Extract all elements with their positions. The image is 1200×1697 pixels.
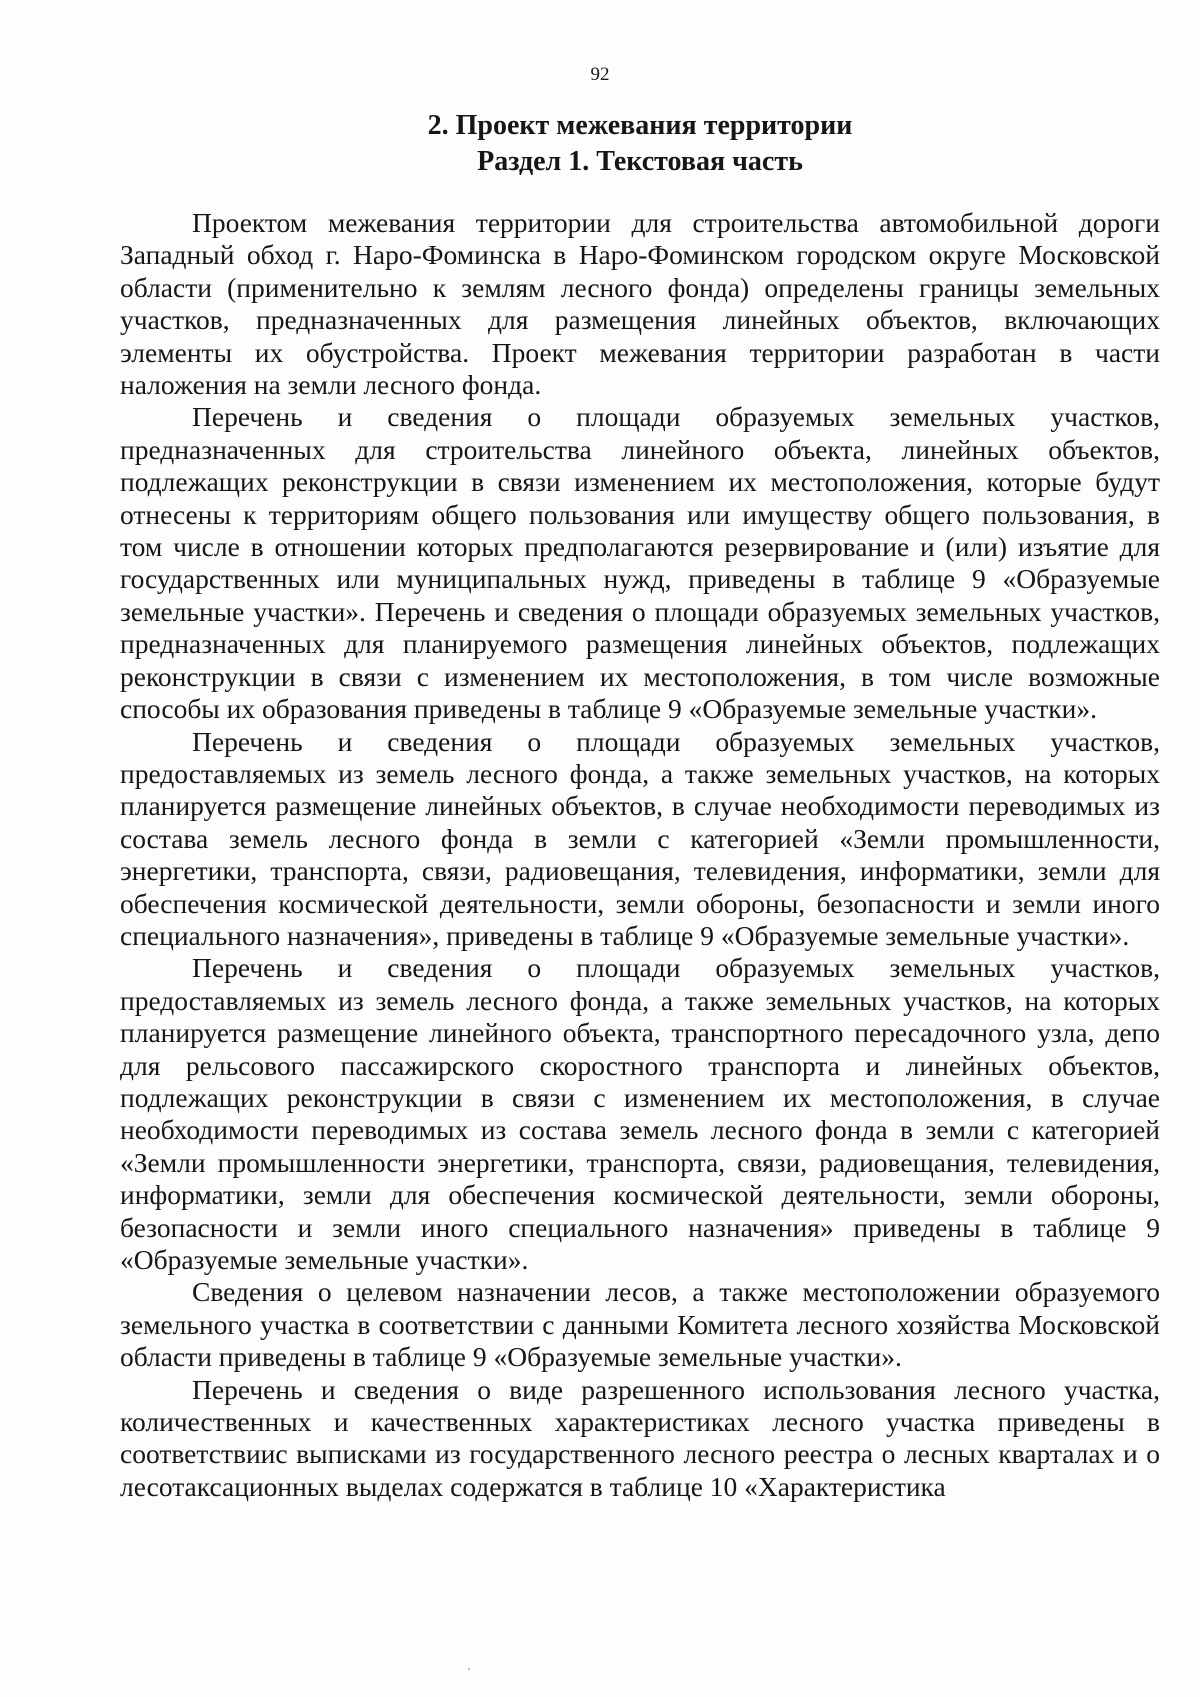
- section-heading: [120, 108, 1160, 180]
- paragraph-2: Перечень и сведения о площади образуемых земельных участков, предназначенных для строительства линейного объекта, линейных объектов, подлежащих реконструкции в связи изменением их местоположения, которые будут отнесены к территориям общего пользования или имуществу общего пользования, в том числе в отношении которых предполагаются резервирование и (или) изъятие для государственных или муниципальных нужд, приведены в таблице 9 «Образуемые земельные участки». Перечень и сведения о площади образуемых земельных участков, предназначенных для планируемого размещения линейных объектов, подлежащих реконструкции в связи с изменением их местоположения, в том числе возможные способы их образования приведены в таблице 9 «Образуемые земельные участки».: [120, 401, 1160, 725]
- scan-speck: [468, 1668, 470, 1670]
- heading-subtitle: Раздел 1. Текстовая часть: [477, 146, 803, 177]
- paragraph-6: Перечень и сведения о виде разрешенного использования лесного участка, количественных и качественных характеристиках лесного участка приведены в соответствиис выписками из государственного лесного реестра о лесных кварталах и о лесотаксационных выделах содержатся в таблице 10 «Характеристика: [120, 1373, 1160, 1502]
- page-number: 92: [590, 64, 610, 85]
- paragraph-4: Перечень и сведения о площади образуемых земельных участков, предоставляемых из земель лесного фонда, а также земельных участков, на которых планируется размещение линейного объекта, транспортного пересадочного узла, депо для рельсового пассажирского скоростного транспорта и линейных объектов, подлежащих реконструкции в связи с изменением их местоположения, в случае необходимости переводимых из состава земель лесного фонда в земли с категорией «Земли промышленности энергетики, транспорта, связи, радиовещания, телевидения, информатики, земли для обеспечения космической деятельности, земли обороны, безопасности и земли иного специального назначения» приведены в таблице 9 «Образуемые земельные участки».: [120, 952, 1160, 1275]
- paragraph-5: Сведения о целевом назначении лесов, а также местоположении образуемого земельного участка в соответствии с данными Комитета лесного хозяйства Московской области приведены в таблице 9 «Образуемые земельные участки».: [120, 1276, 1160, 1373]
- paragraph-3: Перечень и сведения о площади образуемых земельных участков, предоставляемых из земель лесного фонда, а также земельных участков, на которых планируется размещение линейных объектов, в случае необходимости переводимых из состава земель лесного фонда в земли с категорией «Земли промышленности, энергетики, транспорта, связи, радиовещания, телевидения, информатики, земли для обеспечения космической деятельности, земли обороны, безопасности и земли иного специального назначения», приведены в таблице 9 «Образуемые земельные участки».: [120, 725, 1160, 951]
- paragraph-1: Проектом межевания территории для строительства автомобильной дороги Западный обход г. Наро-Фоминска в Наро-Фоминском городском округе Московской области (применительно к землям лесного фонда) определены границы земельных участков, предназначенных для размещения линейных объектов, включающих элементы их обустройства. Проект межевания территории разработан в части наложения на земли лесного фонда.: [120, 207, 1160, 401]
- heading-title: 2. Проект межевания территории: [427, 110, 853, 141]
- body-text: [120, 207, 1160, 1503]
